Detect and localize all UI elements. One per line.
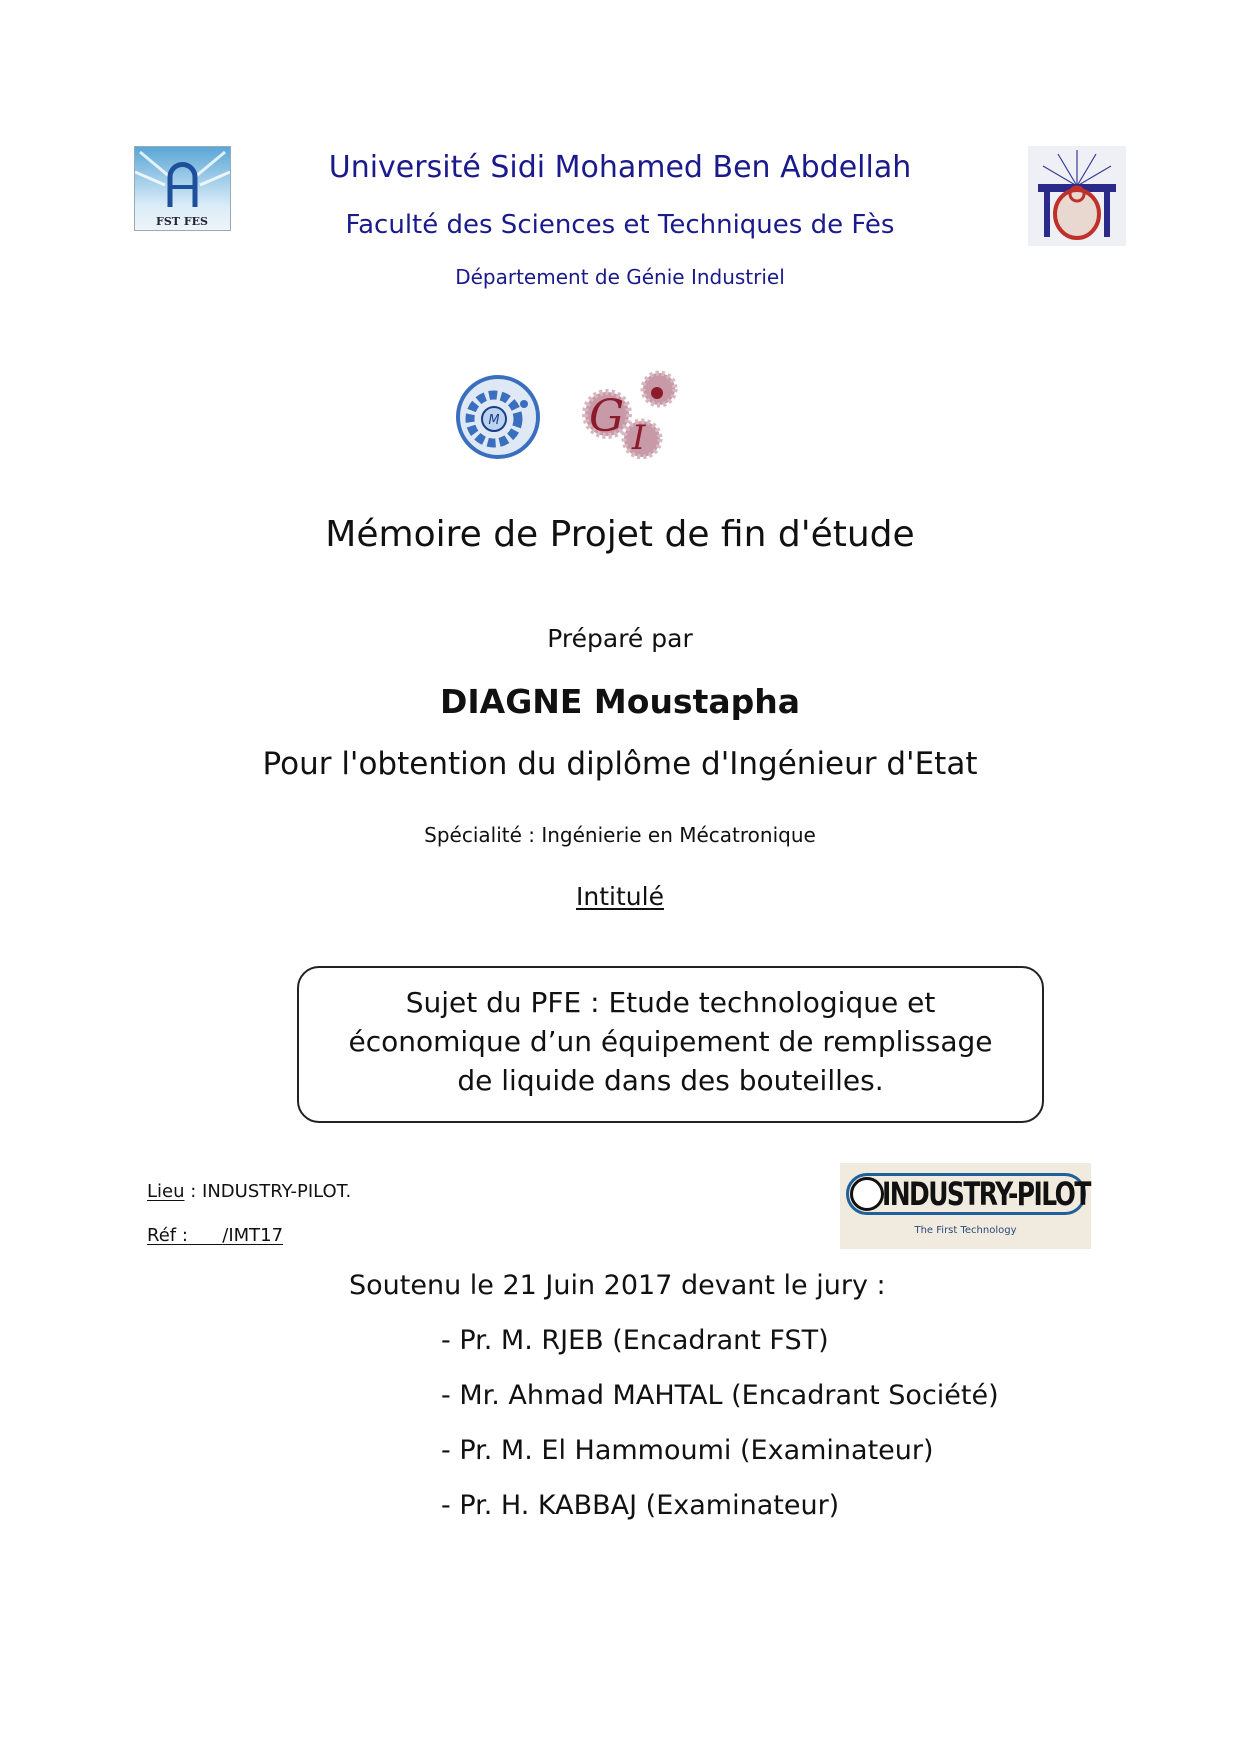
industry-pilot-emblem-icon bbox=[850, 1177, 884, 1211]
subject-line: de liquide dans des bouteilles. bbox=[457, 1064, 884, 1097]
place-label: Lieu bbox=[147, 1181, 185, 1202]
gi-logo bbox=[577, 369, 678, 459]
industry-pilot-name: INDUSTRY-PILOT bbox=[882, 1175, 1090, 1213]
degree-text: Pour l'obtention du diplôme d'Ingénieur d'Etat bbox=[262, 746, 978, 782]
jury-member: - Pr. M. El Hammoumi (Examinateur) bbox=[441, 1435, 934, 1466]
document-title: Mémoire de Projet de fin d'étude bbox=[325, 514, 915, 555]
faculty-name: Faculté des Sciences et Techniques de Fès bbox=[345, 210, 895, 240]
place-value: : INDUSTRY-PILOT. bbox=[184, 1181, 352, 1202]
svg-text:M: M bbox=[488, 413, 500, 428]
svg-text:I: I bbox=[632, 418, 646, 458]
prepared-by-label: Préparé par bbox=[547, 624, 693, 653]
author-name: DIAGNE Moustapha bbox=[439, 682, 801, 721]
university-name: Université Sidi Mohamed Ben Abdellah bbox=[328, 150, 912, 185]
intitule-label: Intitulé bbox=[576, 882, 664, 911]
jury-member: - Pr. M. RJEB (Encadrant FST) bbox=[441, 1325, 829, 1356]
defense-text: Soutenu le 21 Juin 2017 devant le jury : bbox=[349, 1270, 886, 1301]
mechatronics-logo bbox=[452, 374, 544, 460]
industry-pilot-logo bbox=[840, 1163, 1091, 1249]
jury-member: - Mr. Ahmad MAHTAL (Encadrant Société) bbox=[441, 1380, 999, 1411]
industry-pilot-tagline: The First Technology bbox=[914, 1225, 1017, 1236]
svg-text:FST FES: FST FES bbox=[156, 215, 208, 228]
ref-value: /IMT17 bbox=[222, 1225, 284, 1246]
svg-text:G: G bbox=[589, 391, 625, 442]
subject-line: économique d’un équipement de remplissage bbox=[348, 1025, 993, 1058]
department-name: Département de Génie Industriel bbox=[455, 265, 785, 289]
ref-label: Réf : bbox=[147, 1225, 188, 1246]
specialty-text: Spécialité : Ingénierie en Mécatronique bbox=[424, 823, 816, 847]
subject-box bbox=[297, 966, 1044, 1123]
place-line bbox=[147, 1181, 351, 1202]
subject-line: Sujet du PFE : Etude technologique et bbox=[405, 986, 936, 1019]
ref-line bbox=[147, 1225, 283, 1246]
jury-member: - Pr. H. KABBAJ (Examinateur) bbox=[441, 1490, 840, 1521]
